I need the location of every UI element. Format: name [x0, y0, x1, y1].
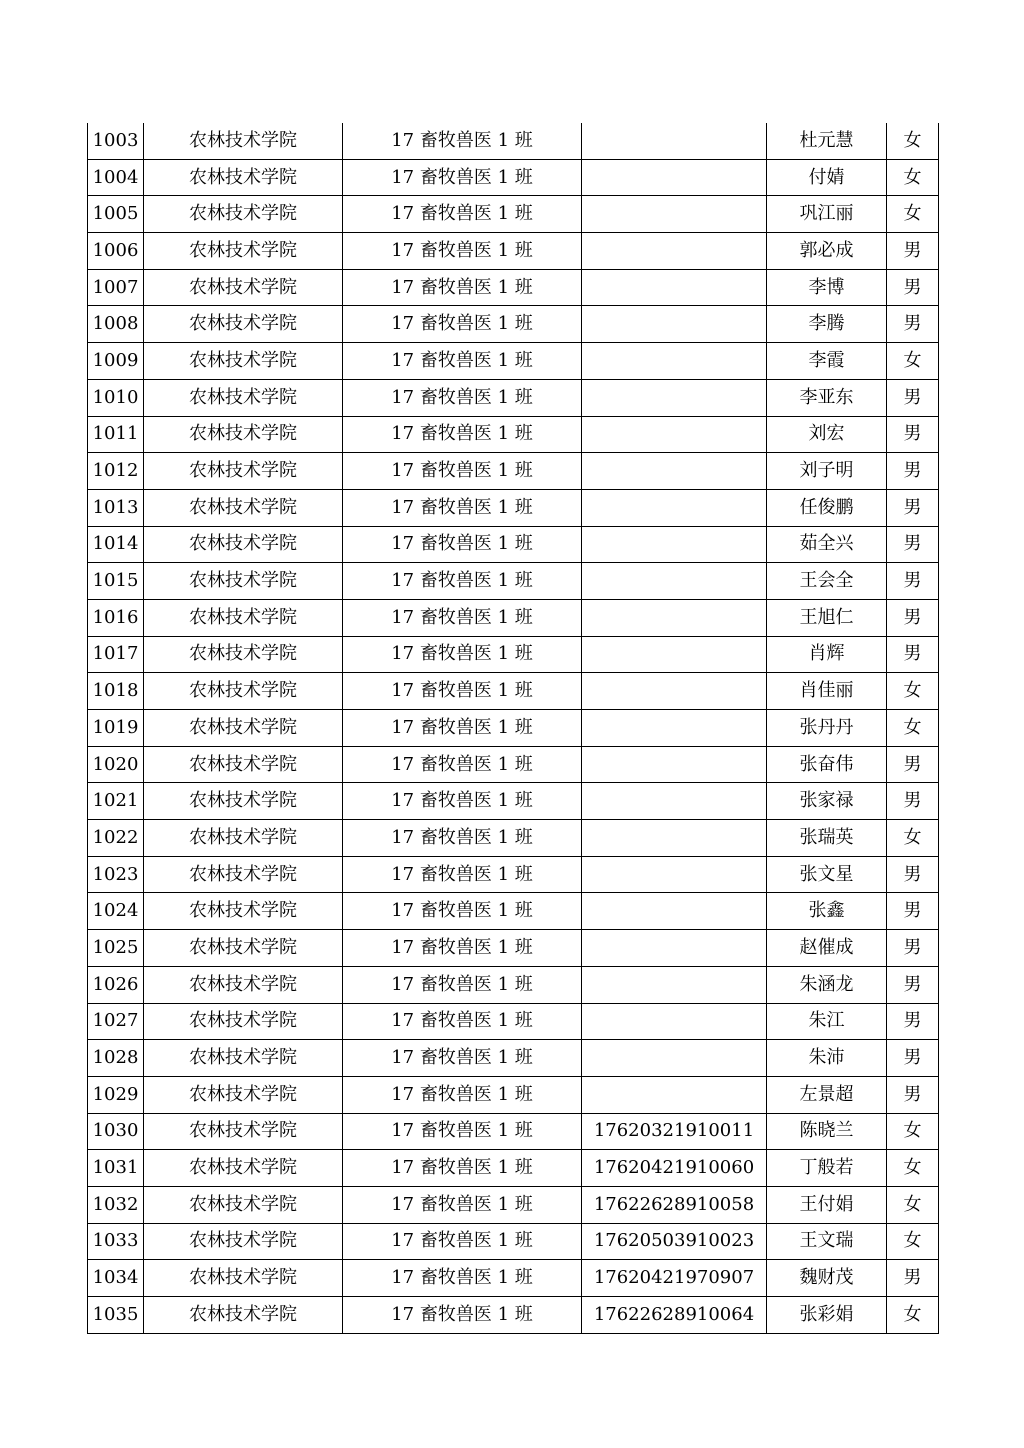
cell-college: 农林技术学院 [144, 233, 343, 270]
cell-college: 农林技术学院 [144, 453, 343, 490]
cell-number: 1022 [88, 820, 144, 857]
student-roster-table [87, 123, 939, 1334]
cell-number: 1012 [88, 453, 144, 490]
cell-number: 1029 [88, 1076, 144, 1113]
cell-college: 农林技术学院 [144, 159, 343, 196]
cell-class: 17 畜牧兽医 1 班 [343, 820, 582, 857]
cell-number: 1011 [88, 416, 144, 453]
table-row [88, 746, 939, 783]
cell-class: 17 畜牧兽医 1 班 [343, 1040, 582, 1077]
cell-class: 17 畜牧兽医 1 班 [343, 196, 582, 233]
cell-name: 王旭仁 [767, 599, 887, 636]
cell-number: 1024 [88, 893, 144, 930]
cell-class: 17 畜牧兽医 1 班 [343, 453, 582, 490]
cell-college: 农林技术学院 [144, 526, 343, 563]
cell-student-id [582, 710, 767, 747]
cell-number: 1006 [88, 233, 144, 270]
cell-class: 17 畜牧兽医 1 班 [343, 783, 582, 820]
cell-college: 农林技术学院 [144, 966, 343, 1003]
cell-class: 17 畜牧兽医 1 班 [343, 269, 582, 306]
cell-number: 1032 [88, 1186, 144, 1223]
cell-class: 17 畜牧兽医 1 班 [343, 1260, 582, 1297]
cell-number: 1009 [88, 343, 144, 380]
cell-student-id: 17622628910064 [582, 1297, 767, 1334]
cell-college: 农林技术学院 [144, 343, 343, 380]
cell-gender: 男 [887, 233, 939, 270]
cell-gender: 男 [887, 453, 939, 490]
table-row [88, 930, 939, 967]
cell-class: 17 畜牧兽医 1 班 [343, 159, 582, 196]
cell-student-id: 17620421970907 [582, 1260, 767, 1297]
cell-gender: 女 [887, 159, 939, 196]
cell-student-id [582, 379, 767, 416]
cell-number: 1019 [88, 710, 144, 747]
cell-gender: 男 [887, 636, 939, 673]
cell-number: 1007 [88, 269, 144, 306]
table-row [88, 1040, 939, 1077]
cell-gender: 男 [887, 416, 939, 453]
table-row [88, 710, 939, 747]
table-row [88, 563, 939, 600]
cell-student-id: 17620421910060 [582, 1150, 767, 1187]
cell-number: 1030 [88, 1113, 144, 1150]
cell-name: 左景超 [767, 1076, 887, 1113]
cell-name: 张文星 [767, 856, 887, 893]
table-row [88, 379, 939, 416]
cell-gender: 男 [887, 599, 939, 636]
cell-gender: 男 [887, 1260, 939, 1297]
cell-student-id [582, 416, 767, 453]
cell-name: 张奋伟 [767, 746, 887, 783]
cell-name: 巩江丽 [767, 196, 887, 233]
table-row [88, 306, 939, 343]
cell-college: 农林技术学院 [144, 636, 343, 673]
table-row [88, 159, 939, 196]
cell-name: 朱涵龙 [767, 966, 887, 1003]
cell-number: 1010 [88, 379, 144, 416]
cell-number: 1013 [88, 489, 144, 526]
cell-student-id [582, 783, 767, 820]
cell-name: 张瑞英 [767, 820, 887, 857]
cell-name: 张丹丹 [767, 710, 887, 747]
cell-gender: 女 [887, 1223, 939, 1260]
cell-gender: 男 [887, 306, 939, 343]
cell-name: 赵催成 [767, 930, 887, 967]
cell-student-id [582, 233, 767, 270]
cell-college: 农林技术学院 [144, 1297, 343, 1334]
cell-college: 农林技术学院 [144, 1150, 343, 1187]
cell-name: 王会全 [767, 563, 887, 600]
cell-number: 1023 [88, 856, 144, 893]
cell-college: 农林技术学院 [144, 710, 343, 747]
cell-number: 1034 [88, 1260, 144, 1297]
cell-number: 1035 [88, 1297, 144, 1334]
cell-name: 肖佳丽 [767, 673, 887, 710]
cell-college: 农林技术学院 [144, 1223, 343, 1260]
cell-number: 1017 [88, 636, 144, 673]
cell-college: 农林技术学院 [144, 1260, 343, 1297]
cell-name: 陈晓兰 [767, 1113, 887, 1150]
cell-gender: 女 [887, 1186, 939, 1223]
cell-name: 张彩娟 [767, 1297, 887, 1334]
cell-student-id [582, 526, 767, 563]
cell-number: 1027 [88, 1003, 144, 1040]
cell-gender: 男 [887, 783, 939, 820]
cell-class: 17 畜牧兽医 1 班 [343, 856, 582, 893]
cell-gender: 男 [887, 930, 939, 967]
cell-class: 17 畜牧兽医 1 班 [343, 1076, 582, 1113]
table-row [88, 1186, 939, 1223]
cell-student-id [582, 306, 767, 343]
cell-college: 农林技术学院 [144, 783, 343, 820]
cell-student-id [582, 820, 767, 857]
cell-gender: 女 [887, 710, 939, 747]
cell-college: 农林技术学院 [144, 563, 343, 600]
cell-college: 农林技术学院 [144, 1040, 343, 1077]
cell-college: 农林技术学院 [144, 306, 343, 343]
cell-college: 农林技术学院 [144, 1113, 343, 1150]
table-row [88, 1150, 939, 1187]
cell-gender: 女 [887, 820, 939, 857]
cell-gender: 男 [887, 966, 939, 1003]
cell-student-id [582, 893, 767, 930]
cell-class: 17 畜牧兽医 1 班 [343, 930, 582, 967]
cell-gender: 男 [887, 856, 939, 893]
cell-name: 郭必成 [767, 233, 887, 270]
cell-name: 张鑫 [767, 893, 887, 930]
cell-student-id [582, 599, 767, 636]
cell-class: 17 畜牧兽医 1 班 [343, 636, 582, 673]
cell-name: 刘宏 [767, 416, 887, 453]
cell-gender: 女 [887, 1113, 939, 1150]
cell-name: 任俊鹏 [767, 489, 887, 526]
cell-number: 1021 [88, 783, 144, 820]
cell-number: 1005 [88, 196, 144, 233]
cell-college: 农林技术学院 [144, 893, 343, 930]
roster-body [88, 123, 939, 1333]
cell-name: 李霞 [767, 343, 887, 380]
cell-name: 张家禄 [767, 783, 887, 820]
cell-name: 李腾 [767, 306, 887, 343]
table-row [88, 1113, 939, 1150]
table-row [88, 636, 939, 673]
cell-gender: 男 [887, 379, 939, 416]
cell-class: 17 畜牧兽医 1 班 [343, 1297, 582, 1334]
cell-class: 17 畜牧兽医 1 班 [343, 1113, 582, 1150]
cell-class: 17 畜牧兽医 1 班 [343, 123, 582, 159]
table-row [88, 599, 939, 636]
cell-class: 17 畜牧兽医 1 班 [343, 379, 582, 416]
table-row [88, 233, 939, 270]
cell-gender: 男 [887, 746, 939, 783]
cell-student-id: 17622628910058 [582, 1186, 767, 1223]
cell-gender: 男 [887, 563, 939, 600]
cell-number: 1014 [88, 526, 144, 563]
table-row [88, 269, 939, 306]
cell-number: 1028 [88, 1040, 144, 1077]
table-row [88, 1223, 939, 1260]
cell-student-id: 17620321910011 [582, 1113, 767, 1150]
cell-number: 1003 [88, 123, 144, 159]
cell-gender: 男 [887, 893, 939, 930]
cell-name: 李亚东 [767, 379, 887, 416]
cell-class: 17 畜牧兽医 1 班 [343, 710, 582, 747]
cell-student-id [582, 489, 767, 526]
table-row [88, 1003, 939, 1040]
cell-class: 17 畜牧兽医 1 班 [343, 673, 582, 710]
cell-name: 肖辉 [767, 636, 887, 673]
cell-number: 1026 [88, 966, 144, 1003]
cell-college: 农林技术学院 [144, 1186, 343, 1223]
cell-name: 茹全兴 [767, 526, 887, 563]
cell-gender: 男 [887, 269, 939, 306]
cell-gender: 男 [887, 1003, 939, 1040]
cell-class: 17 畜牧兽医 1 班 [343, 1223, 582, 1260]
cell-class: 17 畜牧兽医 1 班 [343, 489, 582, 526]
cell-class: 17 畜牧兽医 1 班 [343, 1150, 582, 1187]
cell-student-id [582, 159, 767, 196]
cell-gender: 女 [887, 343, 939, 380]
cell-student-id [582, 453, 767, 490]
cell-name: 丁般若 [767, 1150, 887, 1187]
cell-student-id [582, 856, 767, 893]
cell-class: 17 畜牧兽医 1 班 [343, 233, 582, 270]
table-row [88, 123, 939, 159]
cell-number: 1033 [88, 1223, 144, 1260]
cell-college: 农林技术学院 [144, 1003, 343, 1040]
cell-student-id [582, 269, 767, 306]
cell-name: 王文瑞 [767, 1223, 887, 1260]
cell-student-id [582, 930, 767, 967]
cell-gender: 女 [887, 673, 939, 710]
cell-name: 付婧 [767, 159, 887, 196]
cell-number: 1016 [88, 599, 144, 636]
cell-name: 杜元慧 [767, 123, 887, 159]
cell-number: 1020 [88, 746, 144, 783]
cell-number: 1031 [88, 1150, 144, 1187]
cell-college: 农林技术学院 [144, 746, 343, 783]
table-row [88, 196, 939, 233]
cell-college: 农林技术学院 [144, 269, 343, 306]
cell-student-id [582, 196, 767, 233]
table-row [88, 453, 939, 490]
cell-college: 农林技术学院 [144, 930, 343, 967]
cell-number: 1004 [88, 159, 144, 196]
table-row [88, 1076, 939, 1113]
cell-class: 17 畜牧兽医 1 班 [343, 526, 582, 563]
cell-gender: 女 [887, 196, 939, 233]
cell-college: 农林技术学院 [144, 123, 343, 159]
cell-name: 李博 [767, 269, 887, 306]
table-row [88, 820, 939, 857]
cell-student-id [582, 1040, 767, 1077]
cell-college: 农林技术学院 [144, 820, 343, 857]
cell-college: 农林技术学院 [144, 489, 343, 526]
cell-student-id [582, 1076, 767, 1113]
cell-number: 1025 [88, 930, 144, 967]
cell-college: 农林技术学院 [144, 416, 343, 453]
cell-number: 1015 [88, 563, 144, 600]
cell-class: 17 畜牧兽医 1 班 [343, 343, 582, 380]
cell-class: 17 畜牧兽医 1 班 [343, 416, 582, 453]
cell-student-id [582, 1003, 767, 1040]
cell-name: 刘子明 [767, 453, 887, 490]
cell-number: 1008 [88, 306, 144, 343]
cell-student-id [582, 563, 767, 600]
cell-gender: 男 [887, 489, 939, 526]
cell-college: 农林技术学院 [144, 673, 343, 710]
cell-gender: 男 [887, 526, 939, 563]
cell-college: 农林技术学院 [144, 379, 343, 416]
cell-student-id [582, 746, 767, 783]
cell-class: 17 畜牧兽医 1 班 [343, 599, 582, 636]
table-row [88, 489, 939, 526]
table-row [88, 673, 939, 710]
cell-student-id [582, 123, 767, 159]
table-row [88, 893, 939, 930]
table-row [88, 526, 939, 563]
cell-gender: 女 [887, 1297, 939, 1334]
cell-student-id [582, 673, 767, 710]
cell-class: 17 畜牧兽医 1 班 [343, 893, 582, 930]
cell-name: 朱沛 [767, 1040, 887, 1077]
cell-student-id [582, 966, 767, 1003]
cell-college: 农林技术学院 [144, 856, 343, 893]
table-row [88, 416, 939, 453]
cell-class: 17 畜牧兽医 1 班 [343, 306, 582, 343]
cell-college: 农林技术学院 [144, 599, 343, 636]
table-row [88, 856, 939, 893]
cell-class: 17 畜牧兽医 1 班 [343, 1003, 582, 1040]
table-row [88, 966, 939, 1003]
table-row [88, 1260, 939, 1297]
cell-number: 1018 [88, 673, 144, 710]
cell-college: 农林技术学院 [144, 196, 343, 233]
cell-gender: 女 [887, 123, 939, 159]
cell-name: 朱江 [767, 1003, 887, 1040]
table-row [88, 783, 939, 820]
cell-college: 农林技术学院 [144, 1076, 343, 1113]
cell-class: 17 畜牧兽医 1 班 [343, 1186, 582, 1223]
cell-gender: 男 [887, 1076, 939, 1113]
cell-name: 王付娟 [767, 1186, 887, 1223]
table-row [88, 343, 939, 380]
cell-class: 17 畜牧兽医 1 班 [343, 746, 582, 783]
cell-class: 17 畜牧兽医 1 班 [343, 966, 582, 1003]
cell-student-id [582, 636, 767, 673]
cell-gender: 男 [887, 1040, 939, 1077]
table-row [88, 1297, 939, 1334]
cell-class: 17 畜牧兽医 1 班 [343, 563, 582, 600]
cell-student-id [582, 343, 767, 380]
cell-student-id: 17620503910023 [582, 1223, 767, 1260]
cell-name: 魏财茂 [767, 1260, 887, 1297]
cell-gender: 女 [887, 1150, 939, 1187]
